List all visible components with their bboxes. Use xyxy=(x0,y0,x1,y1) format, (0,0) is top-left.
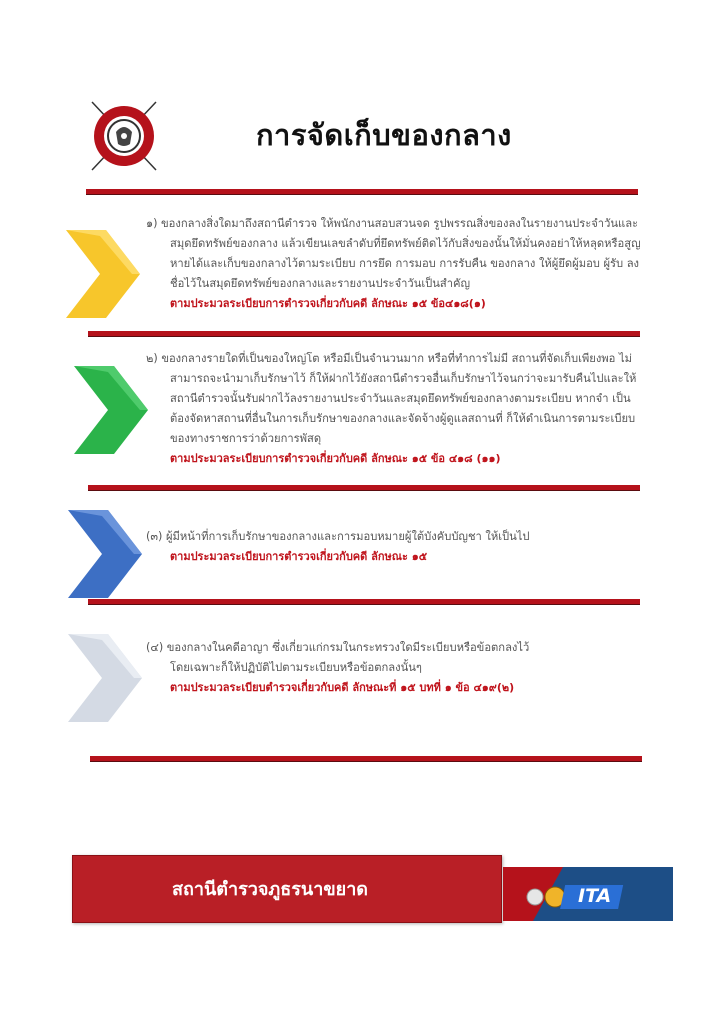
section-3-reference: ตามประมวลระเบียบการตำรวจเกี่ยวกับคดี ลักษณะ ๑๕ xyxy=(170,550,428,563)
section-3 xyxy=(146,527,530,567)
section-1-divider xyxy=(88,331,640,337)
section-2 xyxy=(146,349,636,469)
section-3-number: (๓) xyxy=(146,530,163,543)
section-1-number: ๑) xyxy=(146,217,158,230)
section-4-divider xyxy=(90,756,642,762)
section-2-reference: ตามประมวลระเบียบการตำรวจเกี่ยวกับคดี ลักษณะ ๑๕ ข้อ ๔๑๘ (๑๑) xyxy=(170,452,501,465)
section-2-line-2: สามารถจะนำมาเก็บรักษาไว้ ก็ให้ฝากไว้ยังสถานีตำรวจอื่นเก็บรักษาไว้จนกว่าจะมารับคืนไปและให้ xyxy=(170,372,637,385)
ita-label: ITA xyxy=(578,885,612,907)
section-4-line-1: ของกลางในคดีอาญา ซึ่งเกี่ยวแก่กรมในกระทรวงใดมีระเบียบหรือข้อตกลงไว้ xyxy=(166,641,530,654)
section-3-line-1: ผู้มีหน้าที่การเก็บรักษาของกลางและการมอบหมายผู้ใต้บังคับบัญชา ให้เป็นไป xyxy=(165,530,530,543)
police-station-logo xyxy=(88,100,160,172)
section-1-line-4: ชื่อไว้ในสมุดยึดทรัพย์ของกลางและรายงานประจำวันเป็นสำคัญ xyxy=(170,277,471,290)
section-1-line-2: สมุดยึดทรัพย์ของกลาง แล้วเขียนเลขลำดับที่ยึดทรัพย์ติดไว้กับสิ่งของนั้นให้มั่นคงอย่าให้หลุดหรือสูญ xyxy=(170,237,641,250)
section-2-line-3: สถานีตำรวจนั้นรับฝากไว้ลงรายงานประจำวันและสมุดยึดทรัพย์ของกลางตามระเบียบ หากจำ เป็น xyxy=(170,392,631,405)
section-4 xyxy=(146,638,529,698)
section-2-line-4: ต้องจัดหาสถานที่อื่นในการเก็บรักษาของกลางและจัดจ้างผู้ดูแลสถานที่ ก็ให้ดำเนินการตามระเบียบ xyxy=(170,412,636,425)
title-divider xyxy=(86,189,638,195)
footer-station-name: สถานีตำรวจภูธรนาขยาด xyxy=(172,879,368,900)
section-1 xyxy=(146,214,641,314)
section-4-line xyxy=(146,638,529,658)
section-1-line xyxy=(146,214,641,234)
chevron-blue-icon xyxy=(64,510,142,598)
section-2-number: ๒) xyxy=(146,352,158,365)
section-4-number: (๔) xyxy=(146,641,164,654)
section-2-line-1: ของกลางรายใดที่เป็นของใหญ่โต หรือมีเป็นจำนวนมาก หรือที่ทำการไม่มี สถานที่จัดเก็บเพียงพอ ไม่ xyxy=(161,352,632,365)
section-4-reference: ตามประมวลระเบียบตำรวจเกี่ยวกับคดี ลักษณะที่ ๑๕ บทที่ ๑ ข้อ ๔๑๙(๒) xyxy=(170,681,515,694)
section-2-line-5: ของทางราชการว่าด้วยการพัสดุ xyxy=(170,432,322,445)
section-3-divider xyxy=(88,599,640,605)
section-3-line xyxy=(146,527,530,547)
chevron-green-icon xyxy=(70,366,148,454)
section-4-line-2: โดยเฉพาะก็ให้ปฏิบัติไปตามระเบียบหรือข้อตกลงนั้นๆ xyxy=(170,661,422,674)
section-1-line-3: หายได้และเก็บของกลางไว้ตามระเบียบ การยึด การมอบ การรับคืน ของกลาง ให้ผู้ยึดผู้มอบ ผู้รับ ลง xyxy=(170,257,640,270)
section-2-divider xyxy=(88,485,640,491)
section-2-line xyxy=(146,349,636,369)
page-title: การจัดเก็บของกลาง xyxy=(256,118,512,152)
section-1-reference: ตามประมวลระเบียบการตำรวจเกี่ยวกับคดี ลักษณะ ๑๕ ข้อ๔๑๘(๑) xyxy=(170,297,486,310)
chevron-gray-icon xyxy=(64,634,142,722)
chevron-yellow-icon xyxy=(62,230,140,318)
section-1-line-1: ของกลางสิ่งใดมาถึงสถานีตำรวจ ให้พนักงานสอบสวนจด รูปพรรณสิ่งของลงในรายงานประจำวันและ xyxy=(161,217,639,230)
